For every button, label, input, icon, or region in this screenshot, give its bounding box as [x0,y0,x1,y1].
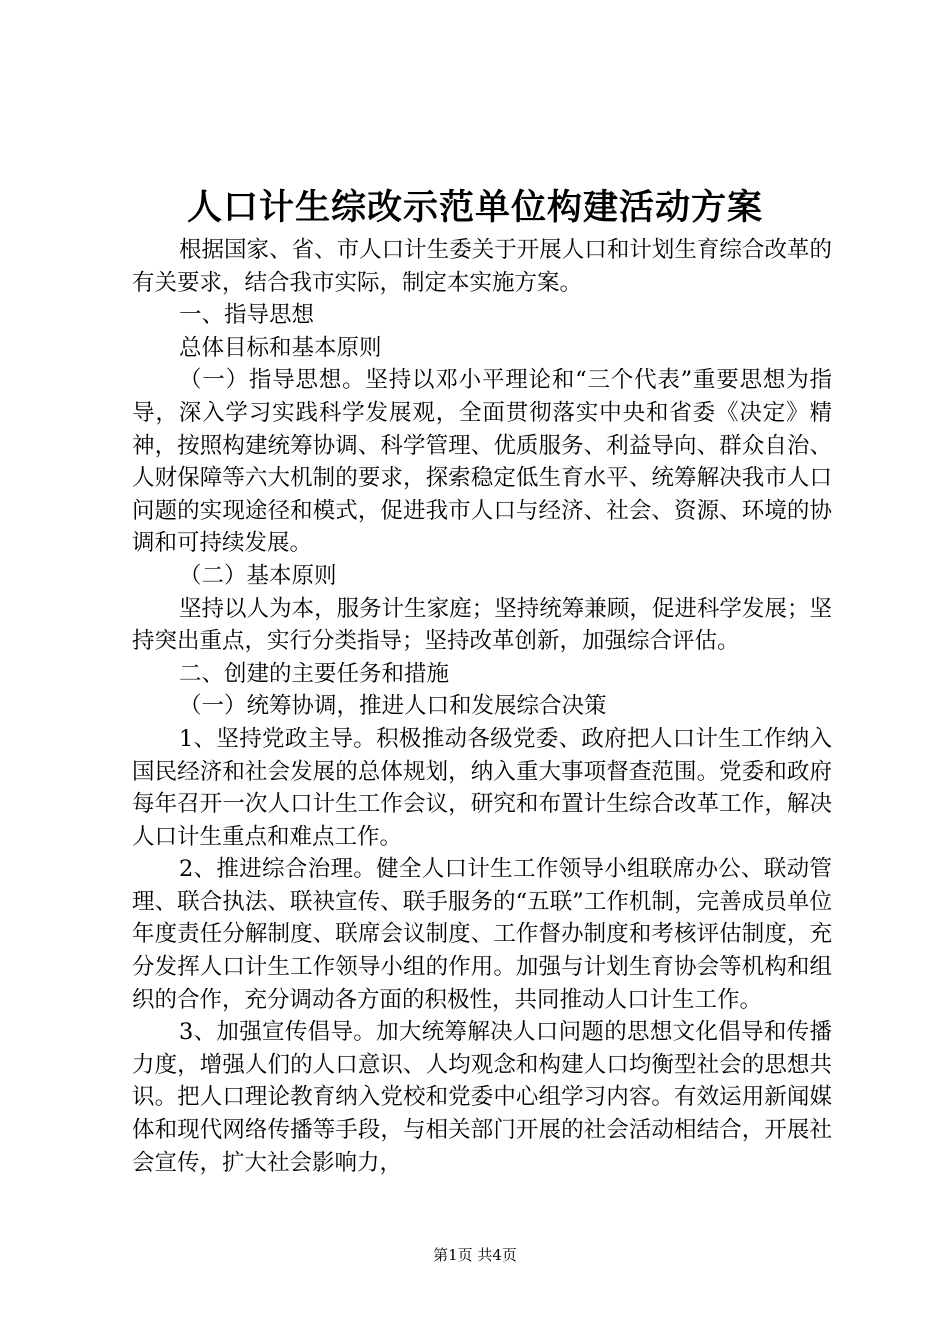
paragraph-item-1: 1、坚持党政主导。积极推动各级党委、政府把人口计生工作纳入国民经济和社会发展的总体规划，纳入重大事项督查范围。党委和政府每年召开一次人口计生工作会议，研究和布置计生综合改革工作，解决人口计生重点和难点工作。 [132,725,832,850]
subheading-overall-coordination: （一）统筹协调，推进人口和发展综合决策 [179,693,607,720]
intro-paragraph: 根据国家、省、市人口计生委关于开展人口和计划生育综合改革的有关要求，结合我市实际，制定本实施方案。 [132,237,832,296]
subheading-goals-principles: 总体目标和基本原则 [179,334,382,361]
document-body [132,234,832,1179]
paragraph-item-2: 2、推进综合治理。健全人口计生工作领导小组联席办公、联动管理、联合执法、联袂宣传、联手服务的“五联”工作机制，完善成员单位年度责任分解制度、联席会议制度、工作督办制度和考核评估制度，充分发挥人口计生工作领导小组的作用。加强与计划生育协会等机构和组织的合作，充分调动各方面的积极性，共同推动人口计生工作。 [132,856,832,1013]
paragraph-guiding-ideology: （一）指导思想。坚持以邓小平理论和“三个代表”重要思想为指导，深入学习实践科学发展观，全面贯彻落实中央和省委《决定》精神，按照构建统筹协调、科学管理、优质服务、利益导向、群众自治、人财保障等六大机制的要求，探索稳定低生育水平、统筹解决我市人口问题的实现途径和模式，促进我市人口与经济、社会、资源、环境的协调和可持续发展。 [132,367,832,557]
paragraph-basic-principles: 坚持以人为本，服务计生家庭；坚持统筹兼顾，促进科学发展；坚持突出重点，实行分类指导；坚持改革创新，加强综合评估。 [132,595,832,655]
page-footer: 第1页 共4页 [433,1246,517,1264]
document-title: 人口计生综改示范单位构建活动方案 [186,187,763,228]
section-heading-guiding-ideology: 一、指导思想 [179,302,315,329]
paragraph-item-3: 3、加强宣传倡导。加大统筹解决人口问题的思想文化倡导和传播力度，增强人们的人口意识、人均观念和构建人口均衡型社会的思想共识。把人口理论教育纳入党校和党委中心组学习内容。有效运用新闻媒体和现代网络传播等手段，与相关部门开展的社会活动相结合，开展社会宣传，扩大社会影响力， [132,1019,832,1176]
section-heading-main-tasks: 二、创建的主要任务和措施 [179,660,450,687]
subheading-basic-principles: （二）基本原则 [179,562,337,589]
